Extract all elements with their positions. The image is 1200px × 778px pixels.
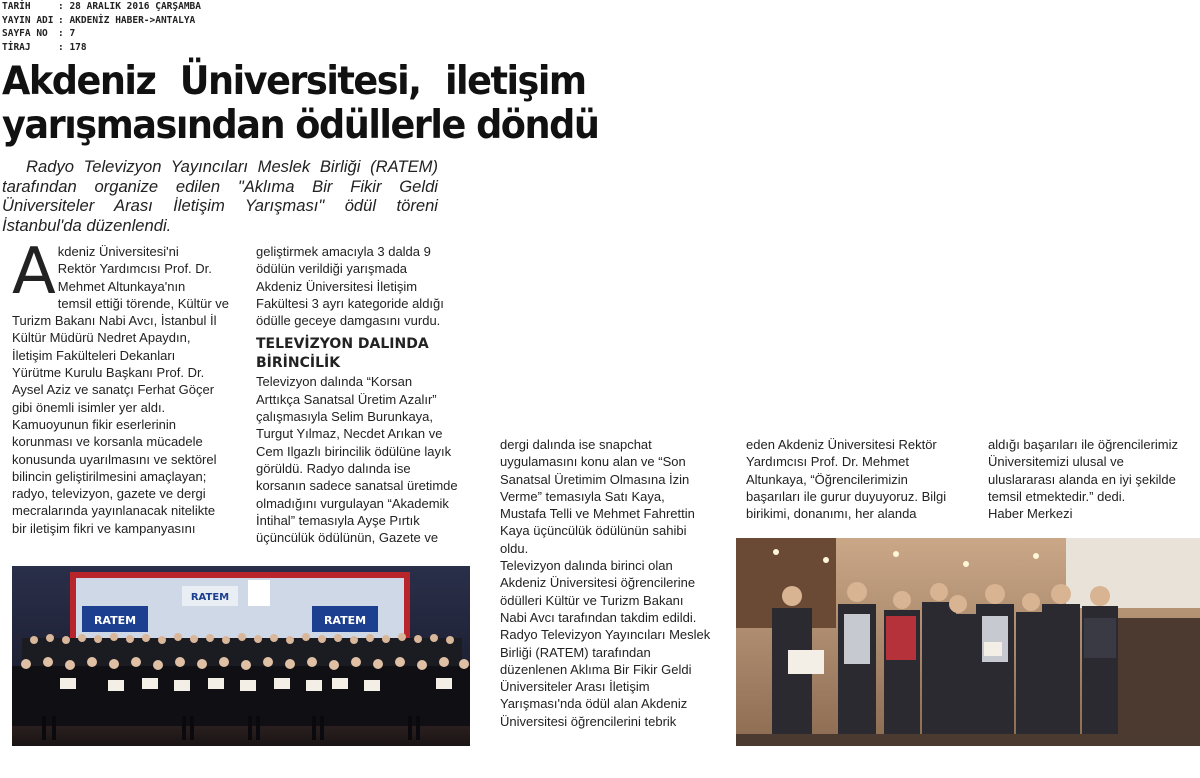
students-group-illustration [736,538,1200,746]
column-1-text: kdeniz Üniversitesi'ni Rektör Yardımcısı Prof. Dr. Mehmet Altunkaya'nın temsil ettiği törende, Kültür ve Turizm Bakanı Nabi Avcı, İstanbul İl Kültür Müdürü Nedret Apaydın, İletişim Fakülteleri Dekanları Yürütme Kurulu Başkanı Prof. Dr. Aysel Aziz ve sanatçı Ferhat Göçer gibi önemli isimler yer aldı. Kamuoyunun fikir eserlerinin korunması ve korsanla mücadele konusunda uyarılmasını ve sektörel bilincin geliştirilmesini amaçlayan; radyo, televizyon, gazete ve dergi mecralarında yayınlanacak nitelikte bir iletişim fikri ve kampanyasını [12,244,230,536]
meta-publication-row [2,14,201,28]
column-4-text: eden Akdeniz Üniversitesi Rektör Yardımcısı Prof. Dr. Mehmet Altunkaya, “Öğrencilerimizin başarıları ile gurur duyuyoruz. Bilgi birikimi, donanımı, her alanda [746,437,947,522]
ceremony-stage-photo [12,566,470,746]
banner-center-logo: RATEM [190,592,230,603]
banner-right-logo: RATEM [323,614,367,627]
article-column-4 [746,436,970,522]
banner-left-logo: RATEM [93,614,137,627]
headline-line-1: Akdeniz Üniversitesi, iletişim [2,59,586,104]
meta-page-row [2,27,201,41]
meta-date-value: : 28 ARALIK 2016 ÇARŞAMBA [58,1,201,12]
students-group-photo [736,538,1200,746]
meta-page-label: SAYFA NO [2,28,48,39]
section-subheading: TELEVİZYON DALINDA BİRİNCİLİK [256,336,429,372]
article-column-5 [988,436,1200,522]
ceremony-stage-illustration [12,566,470,746]
article-column-2 [256,243,476,546]
clipping-metadata [2,0,201,54]
column-5-text: aldığı başarıları ile öğrencilerimiz Üniversitemizi ulusal ve uluslararası alanda en iyi şekilde temsil etmektedir.” dedi. Haber Merkezi [988,437,1179,522]
meta-circulation-label: TİRAJ [2,41,31,53]
article-headline [2,59,599,148]
meta-date-row [2,0,201,14]
article-lead: Radyo Televizyon Yayıncıları Meslek Birliği (RATEM) tarafından organize edilen "Aklıma Bir Fikir Geldi Üniversiteler Arası İletişim Yarışması" ödül töreni İstanbul'da düzenlendi. [2,157,438,235]
column-2-text-continued: Televizyon dalında “Korsan Arttıkça Sanatsal Üretim Azalır” çalışmasıyla Selim Burunkaya, Turgut Yılmaz, Necdet Arıkan ve Cem Ilgazlı birincilik ödülüne layık görüldü. Radyo dalında ise korsanın sadece sanatsal üretimde olmadığını vurgulayan “Akademik İntihal” temasıyla Ayşe Pırtık üçüncülük ödülünün, Gazete ve [256,374,458,546]
meta-date-label: TARİH [2,1,31,12]
column-2-text: geliştirmek amacıyla 3 dalda 9 ödülün verildiği yarışmada Akdeniz Üniversitesi İletişim Fakültesi 3 ayrı kategoride aldığı ödülle geceye damgasını vurdu. [256,244,444,329]
column-3-text: dergi dalında ise snapchat uygulamasını konu alan ve “Son Sanatsal Üretimim Olmasına İzin Verme” temasıyla Satı Kaya, Mustafa Telli ve Mehmet Fahrettin Kaya üçüncülük ödülünün sahibi oldu. Televizyon dalında birinci olan Akdeniz Üniversitesi öğrencilerine ödülleri Kültür ve Turizm Bakanı Nabi Avcı tarafından takdim edildi. Radyo Televizyon Yayıncıları Meslek Birliği (RATEM) tarafından düzenlenen Aklıma Bir Fikir Geldi Üniversiteler Arası İletişim Yarışması'nda ödül alan Akdeniz Üniversitesi öğrencilerini tebrik [500,437,711,729]
drop-cap: A [12,235,56,309]
article-column-1 [12,235,238,537]
meta-circulation-row [2,41,201,55]
meta-publication-label: YAYIN ADI [2,14,54,26]
article-column-3 [500,436,726,730]
meta-page-value: : 7 [58,28,76,39]
headline-line-2: yarışmasından ödüllerle döndü [2,103,599,148]
meta-publication-value: : AKDENİZ HABER->ANTALYA [58,14,196,26]
meta-circulation-value: : 178 [58,41,87,53]
